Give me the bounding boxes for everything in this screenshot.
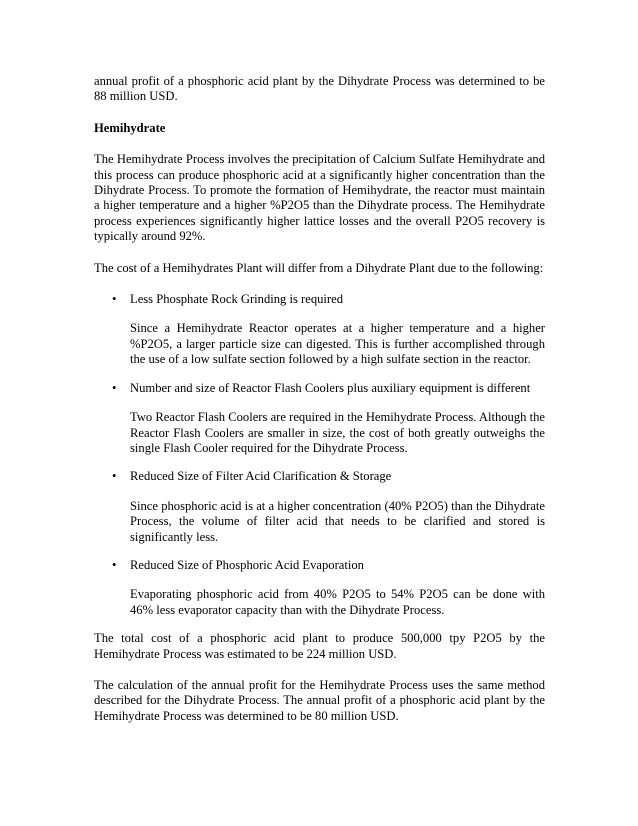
cost-intro-paragraph: The cost of a Hemihydrates Plant will differ from a Dihydrate Plant due to the following: bbox=[94, 260, 544, 275]
bullet-icon: • bbox=[112, 557, 117, 572]
list-item bbox=[94, 292, 545, 368]
bullet-icon: • bbox=[112, 469, 117, 484]
intro-paragraph: annual profit of a phosphoric acid plant by the Dihydrate Process was determined to be 88 million USD. bbox=[94, 74, 545, 104]
bullet-title: Reduced Size of Filter Acid Clarification & Storage bbox=[130, 469, 392, 484]
cost-difference-list bbox=[94, 292, 545, 618]
bullet-detail: Since phosphoric acid is at a higher concentration (40% P2O5) than the Dihydrate Process, the volume of filter acid that needs to be clarified and stored is significantly less. bbox=[130, 498, 545, 544]
total-cost-paragraph: The total cost of a phosphoric acid plant to produce 500,000 tpy P2O5 by the Hemihydrate Process was estimated to be 224 million USD. bbox=[94, 631, 545, 661]
bullet-title: Reduced Size of Phosphoric Acid Evaporation bbox=[130, 557, 364, 572]
list-item bbox=[94, 381, 545, 457]
bullet-title: Number and size of Reactor Flash Coolers plus auxiliary equipment is different bbox=[130, 380, 531, 395]
list-item bbox=[94, 558, 545, 618]
bullet-icon: • bbox=[112, 292, 117, 307]
bullet-detail: Since a Hemihydrate Reactor operates at a higher temperature and a higher %P2O5, a larger particle size can digested. This is further accomplished through the use of a low sulfate section followed by a high sulfate section in the reactor. bbox=[130, 321, 545, 367]
bullet-detail: Two Reactor Flash Coolers are required in the Hemihydrate Process. Although the Reactor Flash Coolers are smaller in size, the cost of both greatly outweighs the single Flash Cooler required for the Dihydrate Process. bbox=[130, 410, 545, 455]
section-heading-hemihydrate: Hemihydrate bbox=[94, 120, 166, 135]
bullet-icon: • bbox=[112, 380, 117, 395]
annual-profit-paragraph: The calculation of the annual profit for the Hemihydrate Process uses the same method described for the Dihydrate Process. The annual profit of a phosphoric acid plant by the Hemihydrate Process was determined to be 80 million USD. bbox=[94, 677, 545, 723]
bullet-detail: Evaporating phosphoric acid from 40% P2O5 to 54% P2O5 can be done with 46% less evaporator capacity than with the Dihydrate Process. bbox=[130, 587, 545, 617]
hemihydrate-paragraph: The Hemihydrate Process involves the precipitation of Calcium Sulfate Hemihydrate and this process can produce phosphoric acid at a significantly higher concentration than the Dihydrate Process. To promote the formation of Hemihydrate, the reactor must maintain a higher temperature and a higher %P2O5 than the Dihydrate process. The Hemihydrate process experiences significantly higher lattice losses and the overall P2O5 recovery is typically around 92%. bbox=[94, 152, 545, 244]
document-page bbox=[94, 74, 545, 740]
list-item bbox=[94, 469, 545, 545]
bullet-title: Less Phosphate Rock Grinding is required bbox=[130, 292, 344, 307]
